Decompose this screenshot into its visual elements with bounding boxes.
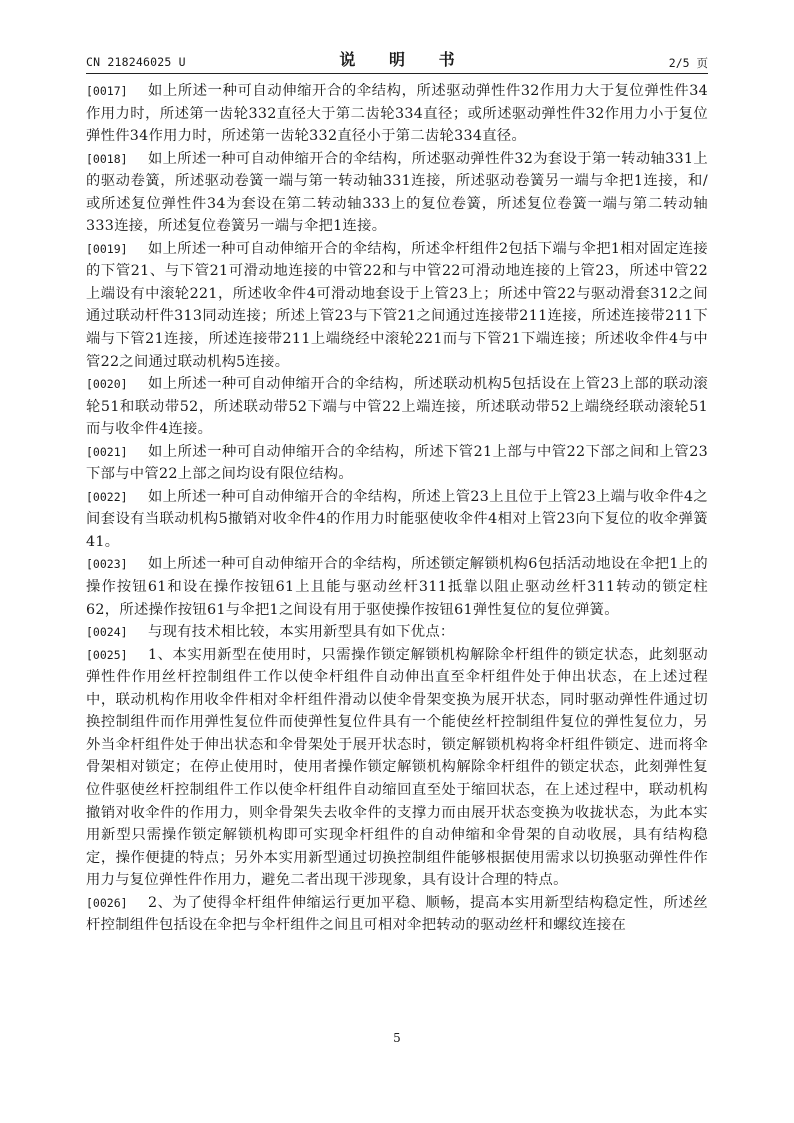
paragraph-number: [0022] xyxy=(86,489,128,504)
paragraph-text: 1、本实用新型在使用时，只需操作锁定解锁机构解除伞杆组件的锁定状态，此刻驱动弹性件作用丝杆控制组件工作以使伞杆组件自动伸出直至伞杆组件处于伸出状态，在上述过程中，联动机构作用收伞件相对伞杆组件滑动以使伞骨架变换为展开状态，同时驱动弹性件通过切换控制组件而作用弹性复位件而使弹性复位件具有一个能使丝杆控制组件复位的弹性复位力，另外当伞杆组件处于伸出状态和伞骨架处于展开状态时，锁定解锁机构将伞杆组件锁定、进而将伞骨架相对锁定；在停止使用时，使用者操作锁定解锁机构解除伞杆组件的锁定状态，此刻弹性复位件驱使丝杆控制组件工作以使伞杆组件自动缩回直至处于缩回状态，在上述过程中，联动机构撤销对收伞件的作用力，则伞骨架失去收伞件的支撑力而由展开状态变换为收拢状态，为此本实用新型只需操作锁定解锁机构即可实现伞杆组件的自动伸缩和伞骨架的自动收展，具有结构稳定，操作便捷的特点；另外本实用新型通过切换控制组件能够根据使用需求以切换驱动弹性件作用力与复位弹性件作用力，避免二者出现干涉现象，具有设计合理的特点。 xyxy=(86,646,708,889)
paragraph-0020 xyxy=(86,373,708,441)
paragraph-0026 xyxy=(86,892,708,937)
paragraph-number: [0017] xyxy=(86,84,128,98)
paragraph-text: 如上所述一种可自动伸缩开合的伞结构，所述联动机构5包括设在上管23上部的联动滚轮51和联动带52，所述联动带52下端与中管22上端连接，所述联动带52上端绕经联动滚轮51而与收伞件4连接。 xyxy=(86,376,708,438)
paragraph-number: [0018] xyxy=(86,151,128,166)
paragraph-text: 2、为了使得伞杆组件伸缩运行更加平稳、顺畅，提高本实用新型结构稳定性，所述丝杆控制组件包括设在伞把与伞杆组件之间且可相对伞把转动的驱动丝杆和螺纹连接在 xyxy=(86,894,708,934)
paragraph-0018 xyxy=(86,148,708,238)
page-number: 5 xyxy=(393,1031,401,1045)
page-indicator: 2/5 页 xyxy=(668,56,708,70)
paragraph-0019 xyxy=(86,238,708,373)
header-divider xyxy=(86,73,708,74)
paragraph-text: 如上所述一种可自动伸缩开合的伞结构，所述下管21上部与中管22下部之间和上管23下部与中管22上部之间均设有限位结构。 xyxy=(86,443,708,483)
paragraph-0022 xyxy=(86,486,708,554)
paragraph-number: [0025] xyxy=(86,647,128,662)
paragraph-number: [0023] xyxy=(86,557,128,572)
page-header xyxy=(86,47,708,71)
paragraph-number: [0024] xyxy=(86,625,128,640)
paragraph-0017 xyxy=(86,80,708,148)
paragraph-0025 xyxy=(86,644,708,892)
paragraph-0021 xyxy=(86,441,708,486)
paragraph-text: 如上所述一种可自动伸缩开合的伞结构，所述驱动弹性件32为套设于第一转动轴331上的驱动卷簧，所述驱动卷簧一端与第一转动轴331连接，所述驱动卷簧另一端与伞把1连接，和/或所述复位弹性件34为套设在第二转动轴333上的复位卷簧，所述复位卷簧一端与第二转动轴333连接，所述复位卷簧另一端与伞把1连接。 xyxy=(86,150,708,235)
paragraph-text: 如上所述一种可自动伸缩开合的伞结构，所述上管23上且位于上管23上端与收伞件4之间套设有当联动机构5撤销对收伞件4的作用力时能驱使收伞件4相对上管23向下复位的收伞弹簧41。 xyxy=(86,488,708,550)
paragraph-text: 如上所述一种可自动伸缩开合的伞结构，所述驱动弹性件32作用力大于复位弹性件34作用力时，所述第一齿轮332直径大于第二齿轮334直径；或所述驱动弹性件32作用力小于复位弹性件34作用力时，所述第一齿轮332直径小于第二齿轮334直径。 xyxy=(86,83,708,145)
paragraph-text: 与现有技术相比较，本实用新型具有如下优点： xyxy=(148,624,455,641)
paragraph-0023 xyxy=(86,553,708,621)
paragraph-0024 xyxy=(86,621,708,644)
paragraph-number: [0021] xyxy=(86,444,128,459)
paragraph-text: 如上所述一种可自动伸缩开合的伞结构，所述伞杆组件2包括下端与伞把1相对固定连接的下管21、与下管21可滑动地连接的中管22和与中管22可滑动地连接的上管23，所述中管22上端设有中滚轮221，所述收伞件4可滑动地套设于上管23上；所述中管22与驱动滑套312之间通过联动杆件313同动连接；所述上管23与下管21之间通过连接带211连接，所述连接带211下端与下管21连接，所述连接带211上端绕经中滚轮221而与下管21下端连接；所述收伞件4与中管22之间通过联动机构5连接。 xyxy=(86,240,708,370)
patent-number: CN 218246025 U xyxy=(86,55,186,69)
document-body xyxy=(86,80,708,937)
paragraph-text: 如上所述一种可自动伸缩开合的伞结构，所述锁定解锁机构6包括活动地设在伞把1上的操作按钮61和设在操作按钮61上且能与驱动丝杆311抵靠以阻止驱动丝杆311转动的锁定柱62，所述操作按钮61与伞把1之间设有用于驱使操作按钮61弹性复位的复位弹簧。 xyxy=(86,556,708,618)
paragraph-number: [0020] xyxy=(86,377,128,392)
document-title: 说 明 书 xyxy=(339,50,469,69)
paragraph-number: [0026] xyxy=(86,895,128,910)
paragraph-number: [0019] xyxy=(86,241,128,256)
